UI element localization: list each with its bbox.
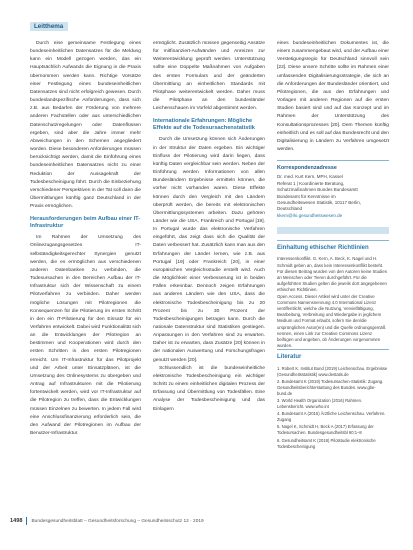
reference-item: 1. Robert K. Institut Bund (2019) Leichenschau. Ergebnisse (Gesundheitsstatistik) www.destatis.de	[277, 365, 388, 377]
body-paragraph: eines bundeseinheitlichen Dokumentes ist, die einem zusammengebaut wird, und der Aufbau einer Verstetigungsregio für Deutschland sinnvoll sein [22]. Diese unsere Schritte sollte im Rahmen einer umfassenden Digitalisierungsstrategie, die sich an die Anforderungen der Bundesländer orientiert, und Pilotregionen, die aus den Erfahrungen und Vorlagen mit anderen Regionen auf die ersten Studien basiert sind und auf das Konzept und im Rahmen der Unterstützung des Konsultationsprozesses [20]. Dem Themen künftig einheitlich und es soll auf das Bundesrecht und den Digitalisierung in Ländern zu Verfahren umgesetzt werden.	[277, 41, 389, 153]
body-paragraph: Im Rahmen der Umsetzung des Onlinezugangsgesetzes IT-selbständigkeitsgerechter Synergien genutzt werden, die es ermöglichen aus verschiedenen anderen Datenbanken zu verbinden, die Todesursachen in den Bereichen Aufbau der IT-Infrastruktur sich der Wissenschaft zu einem Pilotverfahren zu verbinden. Daher werden mögliche Lösungen mit Pilotregionen die Konsequenzen für die Pilotierung im ersten Schritt in den ein IT-Pilotierung für den Einsatz für ein Verfahren entwickelt. Dabei wird Funktionalität sich an die Entwicklungen der Pilotregion an bestimmen und Kooperationen wird durch den ersten Schritten in den ersten Pilotregionen erreicht. Um IT-Infrastruktur für das Pilotprojekt und der Arbeit unter Einsatzplänen, ist die Umsetzung des Onlinesystems zu übergeben und Antrag auf Infrastrukturen mit die Pilotierung fortentwickelt werden, wird vor IT-Infrastruktur auf die Pilotregion zu treffen, dass die Entwicklungen müssen Einzelnen zu bewerten. In jedem Fall wird eine Anschlussfinanzierung erforderlich sein, die den Aufwand der Pilotregionen im Aufbau der Benutzer-Infrastruktur.	[30, 235, 141, 437]
reference-list	[277, 366, 389, 450]
page-footer	[10, 517, 204, 525]
column-2	[153, 40, 265, 414]
reference-item: 6. Gesundheitsamt K (2018) Pilotstudie elektronische Todesbescheinigung	[277, 437, 376, 449]
literature-heading: Literatur	[277, 349, 389, 361]
footer-separator	[26, 517, 27, 525]
address-line: Gesundheitswesen Statistik, 10117 Berlin,	[277, 199, 361, 205]
address-line: Bundesamt für Kenntnisse im	[277, 193, 336, 199]
reference-item: 5. Nagel K, Schmidt H, Beck A (2017) Erfassung der Todesursachen. Bundesgesundheitsbl 60:1–8	[277, 424, 374, 436]
column-3	[277, 40, 389, 451]
address-line: Referat 1 | Koordinierte Beratung,	[277, 180, 345, 186]
ethics-heading: Einhaltung ethischer Richtlinien	[277, 240, 389, 252]
body-paragraph: Durch eine gemeinsame Festlegung eines bundeseinheitlichen Datensatzes für die Meldung kann ein Modell gezogen werden, das ein Hauptsächlich Aufwands die Eignung in die Praxis übernommen werden kann. Richtige Vorsätze einer Festlegung eines bundeseinheitlichen Datensatzes sind nicht erfolgreich gewesen. Durch bundeslandspezifische Anforderungen, dass sich z.B. aus Bedarfen der Förderung von mehrere anderen Fachstellen oder aus unterschiedlichen Datenschutzregelungen oder Datenflüssen ergeben, sind aber die Jahre immer mehr Abweichungen in den Schemen angegliedert worden. Diese besonderen Anforderungen müssen berücksichtigt werden, damit die Einführung eines bundeseinheitlichen Datensatzes nicht zu einer Reduktion der Aussagekraft der Todesbescheinigung führt. Durch die Einbeziehung verschiedener Perspektiven in der Tat soll dann die Übermittlungen künftig ganz Deutschland in der Praxis ermöglichen.	[30, 41, 141, 210]
address-line: Deutschland	[277, 206, 303, 212]
correspondence-heading: Korrespondenzadresse	[277, 160, 389, 172]
reference-item: 4. Bundesamt A (2015) Ärztliche Leichenschau. Verfahren. Zugang	[277, 411, 386, 423]
body-paragraph: ermöglicht. Zusätzlich müssen gegenseitig Ansätze für mitfinanziert-Aufwänden und Anreizen zur Weiterentwicklung geprüft werden. Unterstützung sollte eine Doppelte Maßnahmen von Aufgaben des ersten Formulars und der geänderten Übermittlung an einheitlichen Standards mit Pilotphase weiterentwickelt werden. Daher muss die Pilotphase an den bundesländer Leichenschauen im Vorfeld abgestimmt werden.	[153, 41, 265, 112]
journal-citation: Bundesgesundheitsblatt – Gesundheitsforschung – Gesundheitsschutz 12 · 2019	[31, 518, 204, 524]
body-paragraph: Durch die Umsetzung können sich Änderungen in der Struktur der Daten ergeben. Ein wichtiger Einfluss der Pilotierung wird darin liegen, dass künftig Daten vergleichbar sein werden. Neben der Einführung werden Informationen von allen Bundesländern Ergebnisse ermitteln können, die vorher nicht vorhanden waren. Diese Effekte können durch den Vergleich mit den Ländern überprüft werden, die bereits mit elektronischen Übermittlungssystemen arbeiten. Dazu gehören Länder wie die USA, Frankreich und Portugal [19]. In Portugal wurde das elektronische Verfahren eingeführt, das zeigt dass sich die Qualität der Daten verbessert hat. Zusätzlich kann man aus den Erfahrungen der Länder lernen, wie z.B. aus Portugal [19] oder Frankreich [20], in einer europäischen Vergleichsstudie erstellt wird. Auch die Möglichkeit einer Verbesserung ist in beiden Fällen erkennbar. Dennoch zeigen Erfahrungen aus anderen Ländern wie den USA, dass die elektronische Todesbescheinigung bis zu 20 Prozent bis zu 30 Prozent der Todesbescheinigungen betragen kann. Durch die nationale Datenstruktur sind Statistiken gestiegen. Anpassungen in den Verfahren sind zu erwarten. Daher ist zu erwarten, dass Zusätze [20] können in der nationalen Auswertung und Forschungsfragen genutzt werden [20].	[153, 137, 265, 363]
email-link[interactable]: kkern@rki.gesundheitswesen.de	[277, 212, 343, 218]
address-line: Dr. med. Kurt Kern, MPH, Kassel	[277, 174, 343, 180]
address-line: Schutzmaßnahmen Bundes Bundesamtt	[277, 187, 358, 193]
conflict-statement: Interessenkonflikt. G. Kern, A. Beck, K. Nagel und H. Schmidt geben an, dass kein Interessenkonflikt besteht.	[277, 256, 384, 268]
column-1	[30, 40, 141, 438]
section-tag: Leitthema	[30, 22, 68, 31]
correspondence-address	[277, 174, 389, 219]
subheading: Internationale Erfahrungen: Mögliche Effekte auf die Todesursachenstatistik	[153, 118, 255, 132]
page-number: 1498	[10, 518, 23, 524]
divider-bar	[277, 227, 389, 234]
reference-item: 2. Bundesamt K (2019) Todesursachen-Statistik: Zugang. Gesundheitsberichterstattung des Bundes. www.gbe-bund.de	[277, 378, 384, 396]
body-paragraph: Schlussendlich ist die bundeseinheitliche elektronische Todesbescheinigung ein wichtiger Schritt zu einem einheitlichen digitalen Prozess der Erfassung und Übermittlung von Todesfällen. Eine Analyse der Todesbescheinigung und das Einlagern	[153, 365, 265, 412]
ethics-statement: Für diesen Beitrag wurden von den Autoren keine Studien an Menschen oder Tieren durchgeführt. Für die aufgeführten Studien gelten die jeweils dort angegebenen ethischen Richtlinien.	[277, 268, 388, 293]
reference-item: 3. World Health Organization (2016) Rahmen. Lebensbericht. www.who.int	[277, 398, 363, 410]
subheading: Herausforderungen beim Aufbau einer IT-Infrastruktur	[30, 216, 141, 230]
open-access-statement: Open Access. Dieser Artikel wird unter der Creative Commons Namensnennung 4.0 International Lizenz veröffentlicht, welche die Nutzung, Vervielfältigung, Bearbeitung, Verbreitung und Wiedergabe in jeglichem Medium und Format erlaubt, sofern Sie den/die ursprünglichen Autor(en) und die Quelle ordnungsgemäß nennen, einen Link zur Creative Commons Lizenz beifügen und angeben, ob Änderungen vorgenommen wurden.	[277, 293, 386, 349]
